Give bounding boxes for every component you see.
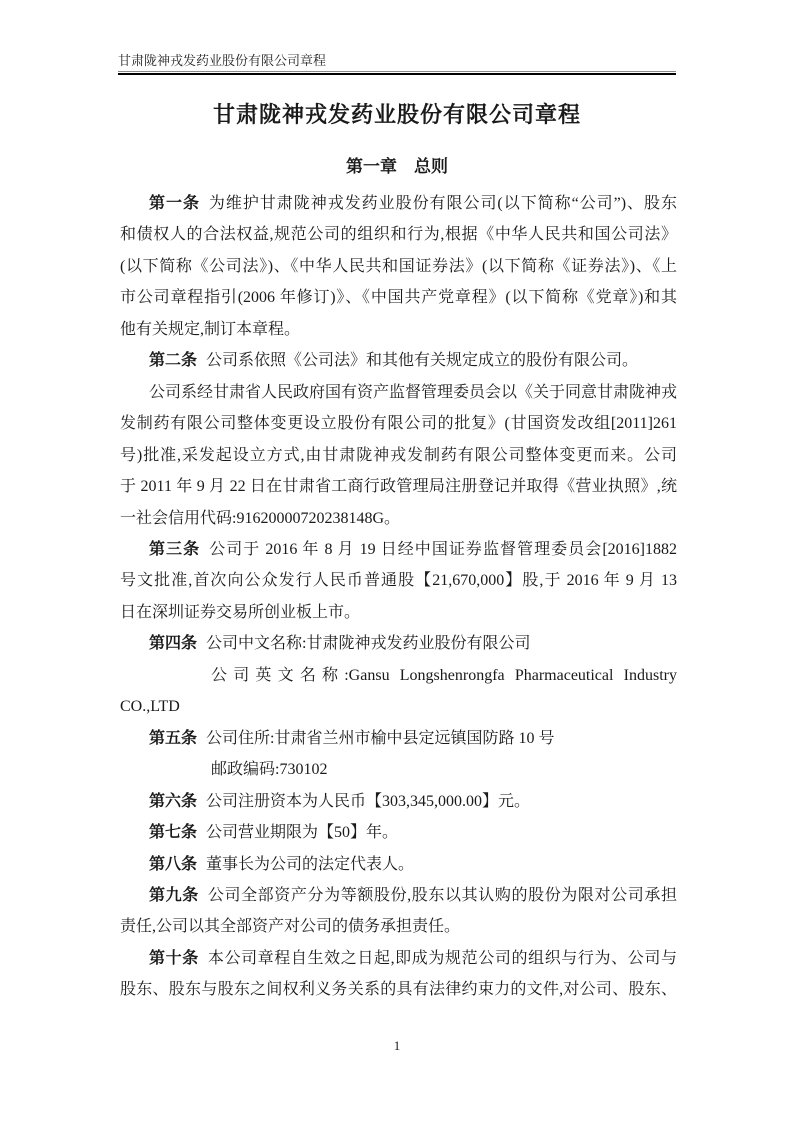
text-line: 股东、股东与股东之间权利义务关系的具有法律约束力的文件,对公司、股东、 — [120, 981, 677, 999]
article-number: 第三条 — [149, 540, 201, 558]
article-number: 第四条 — [149, 635, 198, 653]
text-line: 日在深圳证券交易所创业板上市。 — [120, 603, 361, 621]
page-number: 1 — [393, 1038, 401, 1053]
text-line: 公司英文名称:Gansu Longshenrongfa Pharmaceutical Industry — [211, 666, 677, 684]
text-line: 第一条 为维护甘肃陇神戎发药业股份有限公司(以下简称“公司”)、股东 — [149, 195, 677, 212]
text-line: 市公司章程指引(2006 年修订)》、《中国共产党章程》(以下简称《党章》)和其 — [120, 289, 677, 307]
text-line: 第三条 公司于 2016 年 8 月 19 日经中国证券监督管理委员会[2016]1882 — [149, 540, 677, 558]
article-number: 第二条 — [149, 352, 198, 370]
text-line: 责任,公司以其全部资产对公司的债务承担责任。 — [120, 918, 461, 936]
article-number: 第五条 — [149, 729, 198, 747]
text-line: 第十条 本公司章程自生效之日起,即成为规范公司的组织与行为、公司与 — [149, 949, 677, 967]
text-line: 第二条 公司系依照《公司法》和其他有关规定成立的股份有限公司。 — [149, 352, 639, 370]
text-line: 第五条 公司住所:甘肃省兰州市榆中县定远镇国防路 10 号 — [149, 729, 555, 747]
article-number: 第六条 — [149, 792, 198, 810]
text-line: 第八条 董事长为公司的法定代表人。 — [149, 855, 415, 873]
article-number: 第十条 — [149, 949, 199, 967]
text-line: 于 2011 年 9 月 22 日在甘肃省工商行政管理局注册登记并取得《营业执照》,统 — [120, 478, 677, 496]
page-header-text: 甘肃陇神戎发药业股份有限公司章程 — [118, 53, 327, 68]
article-number: 第八条 — [149, 855, 198, 873]
text-line: 他有关规定,制订本章程。 — [120, 320, 301, 338]
text-line: 号)批准,采发起设立方式,由甘肃陇神戎发制药有限公司整体变更而来。公司 — [120, 446, 677, 464]
article-number: 第九条 — [149, 886, 199, 904]
chapter-heading: 第一章 总则 — [346, 157, 448, 176]
text-line: 第七条 公司营业期限为【50】年。 — [149, 824, 399, 842]
text-line: 第四条 公司中文名称:甘肃陇神戎发药业股份有限公司 — [149, 635, 531, 653]
text-line: 第九条 公司全部资产分为等额股份,股东以其认购的股份为限对公司承担 — [149, 886, 677, 904]
text-line: 公司系经甘肃省人民政府国有资产监督管理委员会以《关于同意甘肃陇神戎 — [149, 383, 678, 401]
text-line: (以下简称《公司法》)、《中华人民共和国证券法》(以下简称《证券法》)、《上 — [120, 257, 677, 275]
document-body — [120, 188, 677, 1006]
text-line: 号文批准,首次向公众发行人民币普通股【21,670,000】股,于 2016 年 9 月 13 — [120, 572, 677, 590]
text-line: 发制药有限公司整体变更设立股份有限公司的批复》(甘国资发改组[2011]261 — [120, 415, 677, 433]
text-line: CO.,LTD — [120, 698, 180, 716]
article-number: 第七条 — [149, 824, 198, 842]
text-line: 一社会信用代码:91620000720238148G。 — [120, 509, 401, 527]
article-number: 第一条 — [149, 195, 200, 212]
header-rule — [118, 71, 676, 75]
document-title: 甘肃陇神戎发药业股份有限公司章程 — [212, 102, 581, 127]
text-line: 和债权人的合法权益,规范公司的组织和行为,根据《中华人民共和国公司法》 — [120, 226, 677, 244]
text-line: 邮政编码:730102 — [211, 761, 328, 779]
text-line: 第六条 公司注册资本为人民币【303,345,000.00】元。 — [149, 792, 531, 810]
